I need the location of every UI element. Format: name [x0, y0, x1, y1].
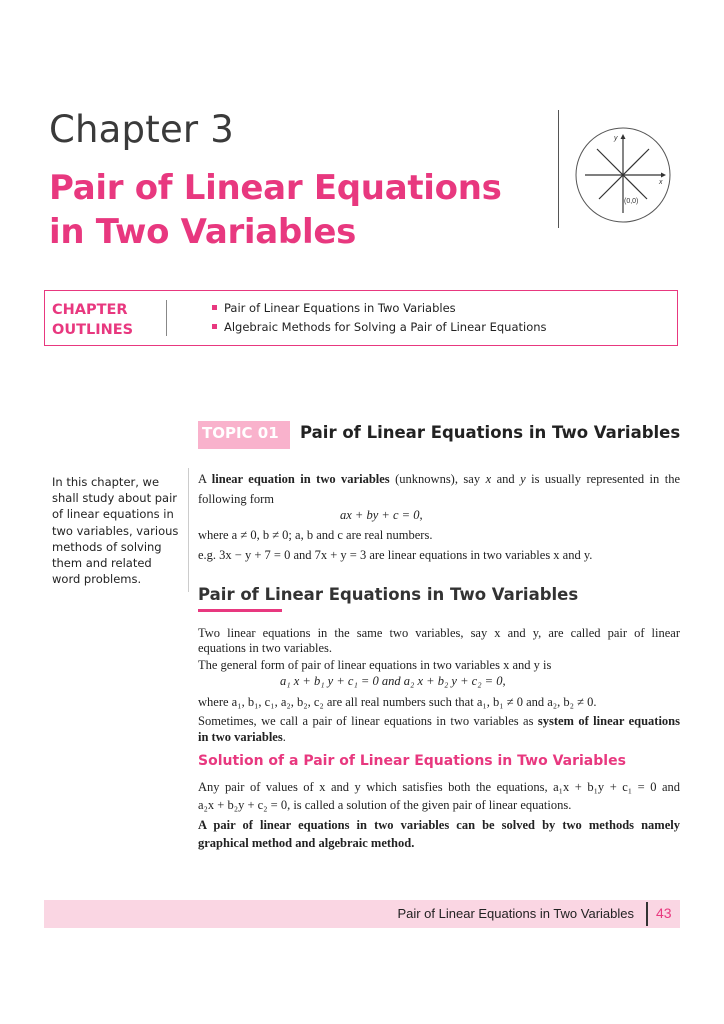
intro-text: A: [198, 472, 212, 486]
footer-divider: [646, 902, 648, 926]
outlines-label-line-1: CHAPTER: [52, 302, 128, 318]
system-bold-term-end: in two variables: [198, 730, 283, 744]
chapter-outlines-label: [52, 300, 133, 340]
outline-item: [212, 318, 547, 337]
section-heading: Pair of Linear Equations in Two Variables: [198, 585, 579, 604]
heading-divider: [558, 110, 559, 228]
outline-list: [212, 299, 547, 337]
intro-equation: ax + by + c = 0,: [340, 508, 423, 522]
intro-line-2: following form: [198, 492, 275, 506]
intro-bold-term: linear equation in two variables: [211, 472, 390, 486]
solution-line-1: Any pair of values of x and y which satisfies both the equations, a₁x + b₁y + c₁ = 0 and: [198, 780, 680, 794]
coordinate-graph-icon: [573, 125, 673, 225]
methods-line-1: A pair of linear equations in two variables can be solved by two methods namely: [198, 818, 680, 832]
chapter-title-line-2: in Two Variables: [49, 212, 357, 252]
page-number: 43: [656, 905, 672, 921]
outlines-label-line-2: OUTLINES: [52, 322, 134, 338]
outline-item-label: Algebraic Methods for Solving a Pair of Linear Equations: [224, 320, 547, 334]
side-note: [52, 474, 182, 587]
side-note-line: shall study about pair: [52, 491, 178, 506]
system-line-2: [198, 728, 680, 747]
general-equation: a₁ x + b₁ y + c₁ = 0 and a₂ x + b₂ y + c₂ = 0,: [280, 674, 506, 688]
outline-item: [212, 299, 547, 318]
intro-text: (unknowns), say: [389, 472, 486, 486]
square-bullet-icon: [212, 305, 217, 310]
intro-var-x: x: [485, 472, 492, 486]
outline-item-label: Pair of Linear Equations in Two Variables: [224, 301, 456, 315]
section-para-line-1: Two linear equations in the same two variables, say x and y, are called pair of linear: [198, 626, 680, 640]
intro-var-y: y: [520, 472, 526, 486]
methods-line-2: graphical method and algebraic method.: [198, 836, 415, 850]
chapter-title-line-1: Pair of Linear Equations: [49, 168, 502, 208]
system-text: .: [282, 730, 286, 744]
section-where-line: where a₁, b₁, c₁, a₂, b₂, c₂ are all real numbers such that a₁, b₁ ≠ 0 and a₂, b₂ ≠ 0.: [198, 695, 597, 709]
side-note-line: word problems.: [52, 572, 142, 587]
graph-x-label: x: [659, 179, 663, 186]
system-text: Sometimes, we call a pair of linear equations in two variables as: [198, 714, 538, 728]
section-para-line-2: equations in two variables.: [198, 641, 332, 655]
topic-badge-label: TOPIC 01: [202, 424, 279, 442]
outlines-divider: [166, 300, 167, 336]
intro-where-line: where a ≠ 0, b ≠ 0; a, b and c are real numbers.: [198, 528, 433, 542]
intro-line-1: [198, 470, 680, 489]
intro-text: is usually represented in the: [525, 472, 680, 486]
subsection-heading: Solution of a Pair of Linear Equations in Two Variables: [198, 753, 626, 769]
side-note-line: of linear equations in: [52, 507, 174, 522]
intro-text: and: [491, 472, 521, 486]
system-bold-term: system of linear equations: [537, 714, 680, 728]
section-heading-underline: [198, 609, 282, 612]
footer-title: Pair of Linear Equations in Two Variables: [397, 906, 634, 921]
side-note-line: methods of solving: [52, 539, 162, 554]
section-general-line: The general form of pair of linear equations in two variables x and y is: [198, 658, 552, 672]
side-note-divider: [188, 468, 189, 592]
chapter-title: [49, 166, 502, 254]
topic-badge: [198, 421, 290, 449]
square-bullet-icon: [212, 324, 217, 329]
topic-title: Pair of Linear Equations in Two Variables: [300, 423, 681, 442]
intro-example-line: e.g. 3x − y + 7 = 0 and 7x + y = 3 are linear equations in two variables x and y.: [198, 548, 593, 562]
graph-origin-label: (0,0): [624, 198, 639, 205]
side-note-line: In this chapter, we: [52, 475, 160, 489]
side-note-line: them and related: [52, 556, 152, 571]
solution-line-2: a₂x + b₂y + c₂ = 0, is called a solution of the given pair of linear equations.: [198, 798, 572, 812]
side-note-line: two variables, various: [52, 523, 179, 538]
chapter-number: Chapter 3: [49, 108, 235, 151]
graph-y-label: y: [614, 135, 618, 142]
